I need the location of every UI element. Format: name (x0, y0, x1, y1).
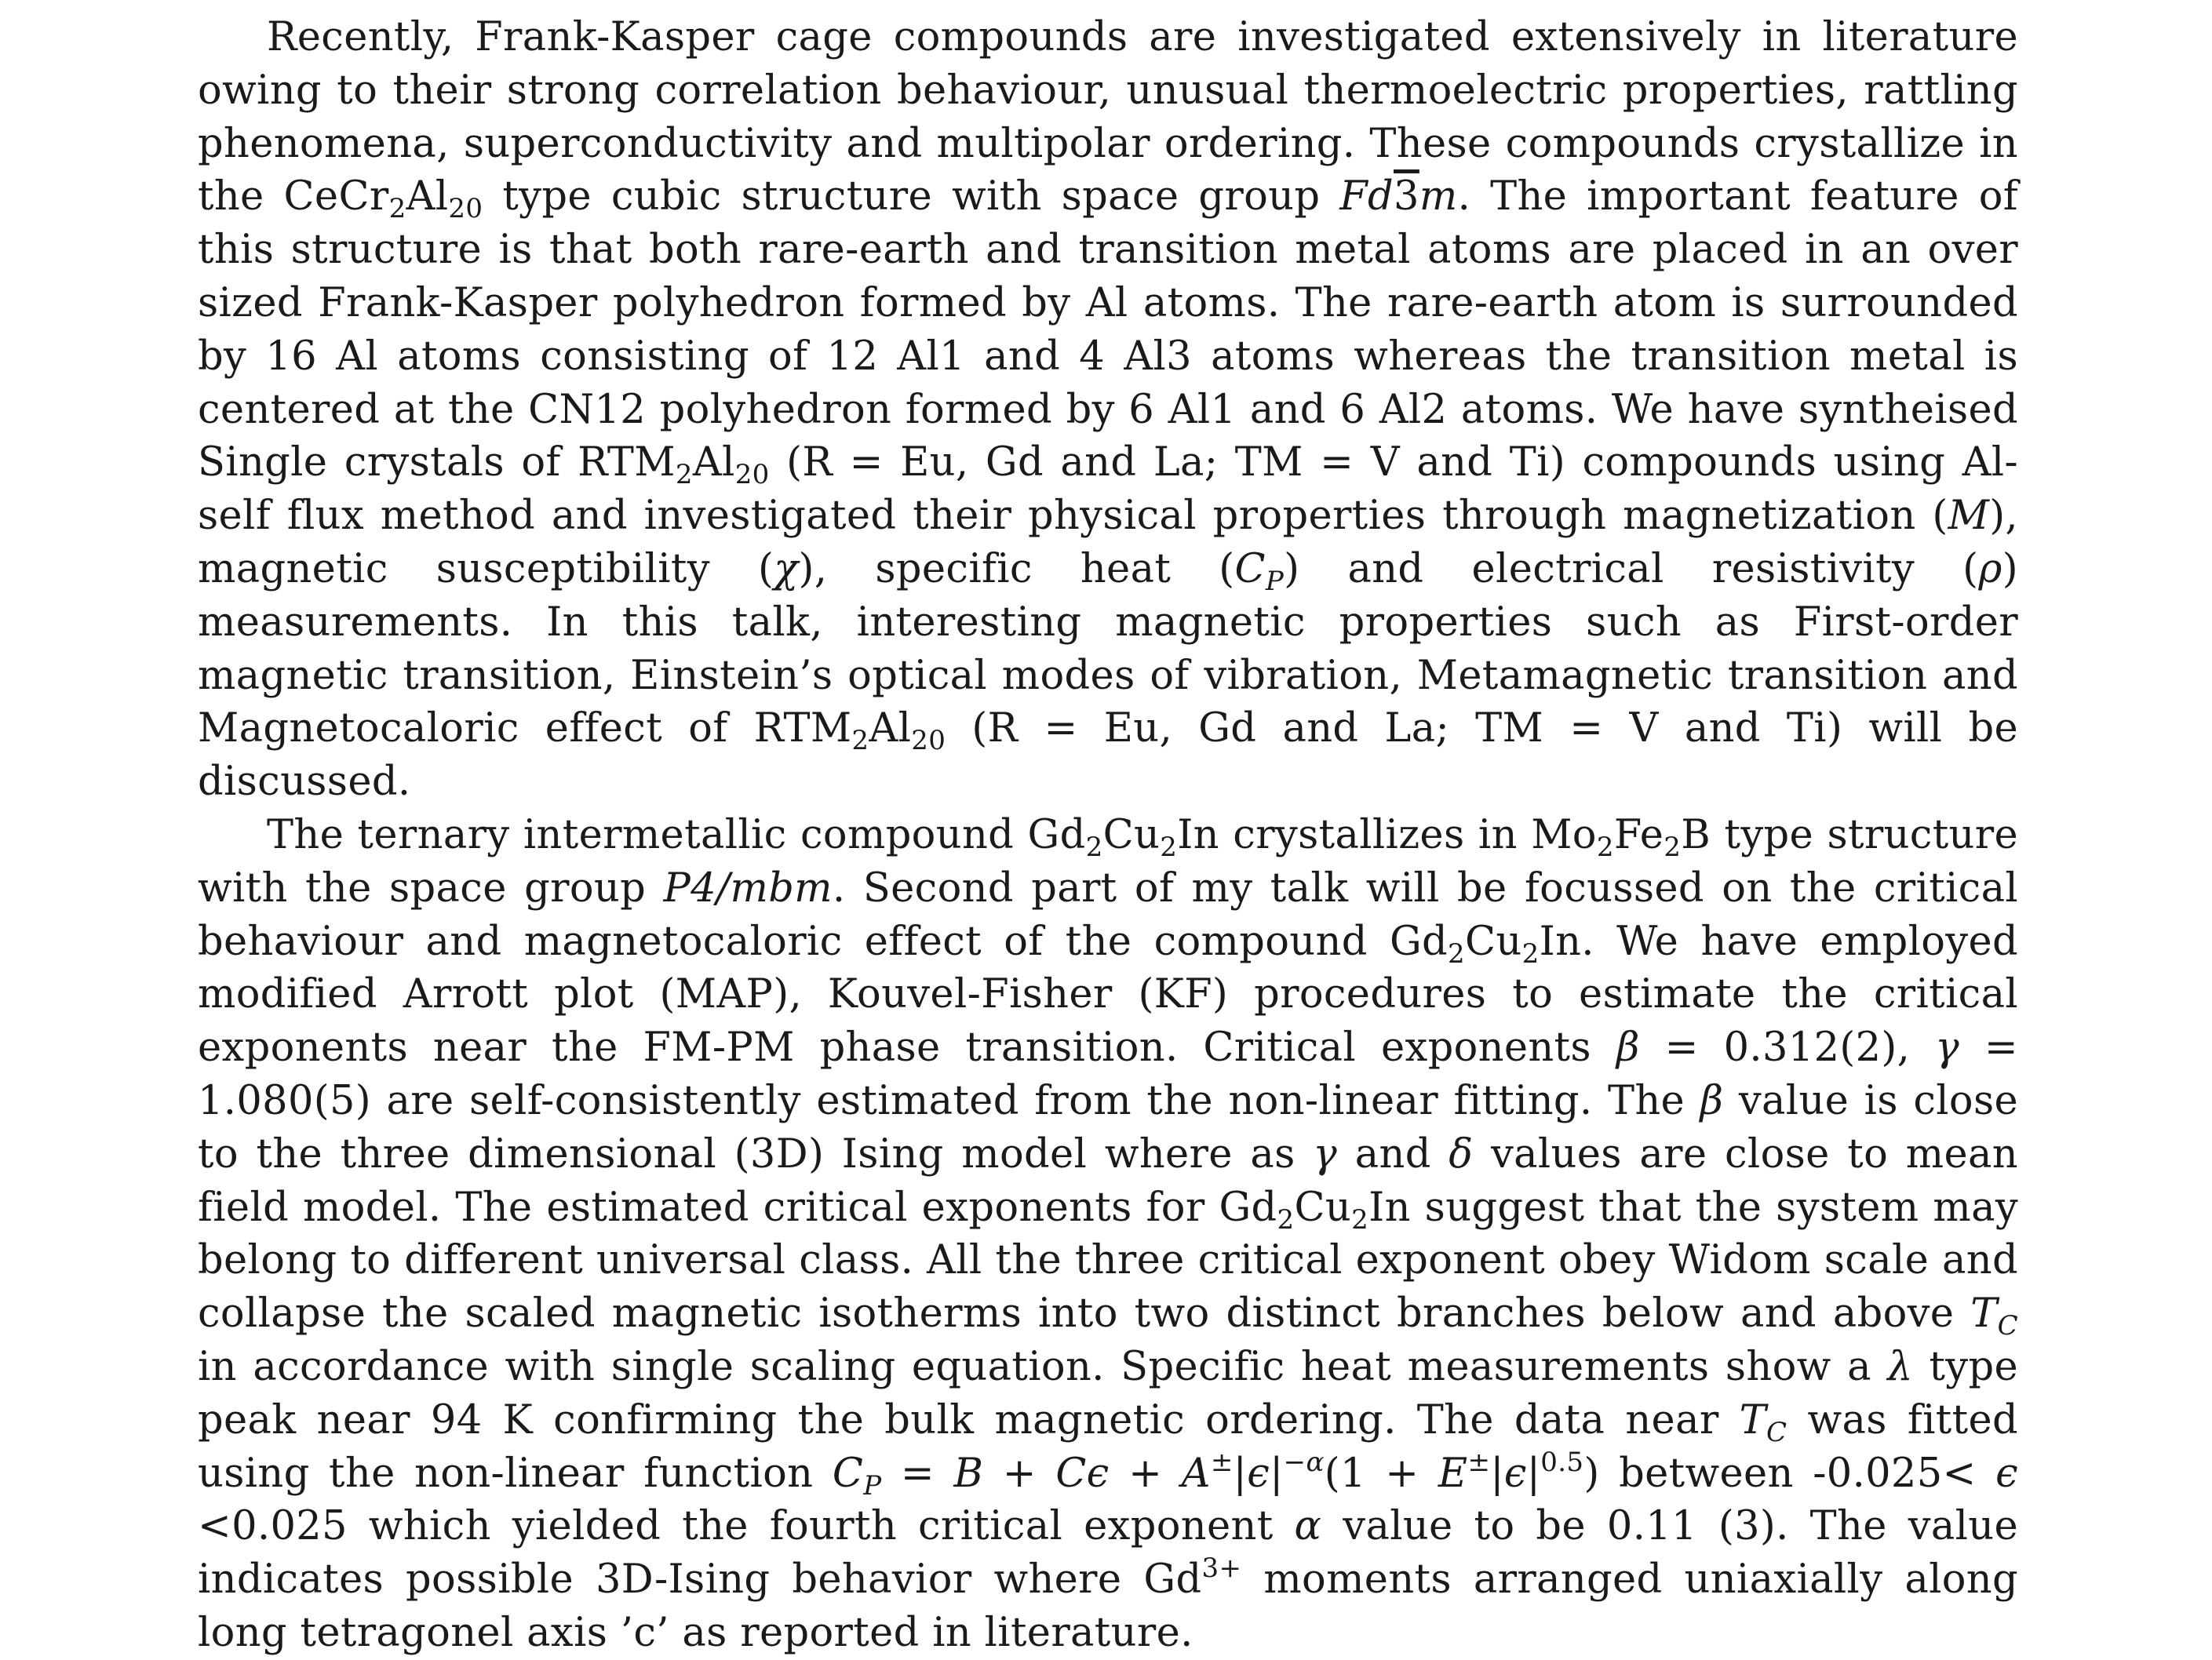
paragraph-1: Recently, Frank-Kasper cage compounds are investigated extensively in literature owing to their strong correlation behaviour, unusual thermoelectric properties, rattling phenomena, superconductivity and multipolar ordering. These compounds crystallize in the $CeCr_2Al_{20}$ type cubic structure with space group Fd3m. The important feature of this structure is that both rare-earth and transition metal atoms are placed in an over sized Frank-Kasper polyhedron formed by Al atoms. The rare-earth atom is surrounded by 16 Al atoms consisting of 12 Al1 and 4 Al3 atoms whereas the transition metal is centered at the CN12 polyhedron formed by 6 Al1 and 6 Al2 atoms. We have syntheised Single crystals of $RTM_2Al_{20}$ (R = Eu, Gd and La; TM = V and Ti) compounds using Al-self flux method and investigated their physical properties through magnetization (M), magnetic susceptibility (χ), specific heat $(C_P)$ and electrical resistivity (ρ) measurements. In this talk, interesting magnetic properties such as First-order magnetic transition, Einstein’s optical modes of vibration, Metamagnetic transition and Magnetocaloric effect of $RTM_2Al_{20}$ (R = Eu, Gd and La; TM = V and Ti) will be discussed. (198, 14, 2019, 806)
space-group-symbol: Fd (1339, 173, 1394, 220)
fit-function: C (832, 1450, 864, 1497)
abstract-body (198, 11, 2018, 1660)
paragraph-2: The ternary intermetallic compound $Gd_2Cu_2In$ crystallizes in $Mo_2Fe_2B$ type structure with the space group P4/mbm. Second part of my talk will be focussed on the critical behaviour and magnetocaloric effect of the compound $Gd_2Cu_2In$. We have employed modified Arrott plot (MAP), Kouvel-Fisher (KF) procedures to estimate the critical exponents near the FM-PM phase transition. Critical exponents β = 0.312(2), γ = 1.080(5) are self-consistently estimated from the non-linear fitting. The β value is close to the three dimensional (3D) Ising model where as γ and δ values are close to mean field model. The estimated critical exponents for $Gd_2Cu_2In$ suggest that the system may belong to different universal class. All the three critical exponent obey Widom scale and collapse the scaled magnetic isotherms into two distinct branches below and above $T_C$ in accordance with single scaling equation. Specific heat measurements show a λ type peak near 94 K confirming the bulk magnetic ordering. The data near $T_C$ was fitted using the non-linear function $C_P = B + C\epsilon + A^\pm|\epsilon|^{-\alpha}(1 + E^\pm|\epsilon|^{0.5})$ between -0.025< ϵ <0.025 which yielded the fourth critical exponent α value to be 0.11 (3). The value indicates possible 3D-Ising behavior where $Gd^{3+}$ moments arranged uniaxially along long tetragonel axis ’c’ as reported in literature. (198, 811, 2019, 1656)
